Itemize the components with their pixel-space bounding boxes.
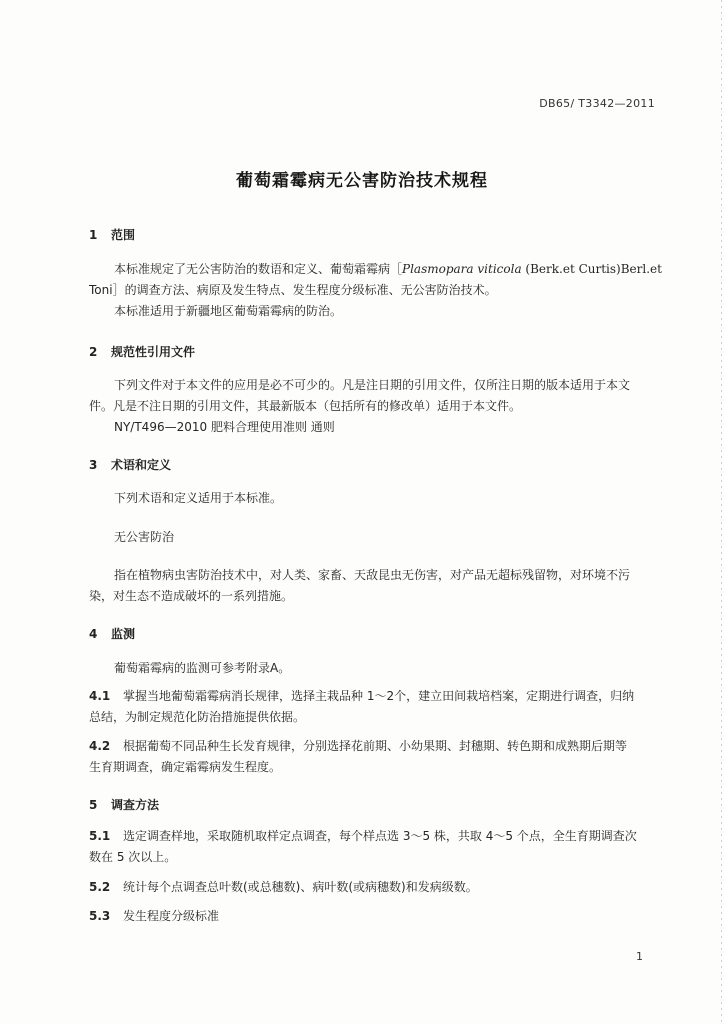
section-4-intro — [89, 658, 657, 679]
section-4-heading — [89, 625, 135, 642]
paragraph-line: 数在 5 次以上。 — [89, 850, 177, 864]
paragraph-line: 生育期调查，确定霜霉病发生程度。 — [89, 760, 282, 774]
paragraph-line: 葡萄霜霉病的监测可参考附录A。 — [114, 661, 291, 675]
section-title: 术语和定义 — [111, 458, 172, 472]
clause-5-2 — [89, 877, 657, 898]
document-title: 葡萄霜霉病无公害防治技术规程 — [236, 171, 488, 191]
clause-4-1 — [89, 686, 657, 728]
paragraph-line: Toni］的调查方法、病原及发生特点、发生程度分级标准、无公害防治技术。 — [89, 283, 497, 297]
paragraph-line: 4.2 根据葡萄不同品种生长发育规律，分别选择花前期、小幼果期、封穗期、转色期和成熟期后期等 — [89, 736, 657, 757]
clause-5-1 — [89, 826, 657, 868]
paragraph-line: 指在植物病虫害防治技术中，对人类、家畜、天敌昆虫无伤害，对产品无超标残留物，对环境不污 — [114, 568, 631, 582]
term-name: 无公害防治 — [114, 530, 175, 544]
section-number: 3 — [89, 458, 98, 472]
section-3-heading — [89, 456, 171, 473]
section-1-heading — [89, 226, 135, 243]
clause-number: 4.1 — [89, 689, 111, 703]
reference-line: NY/T496—2010 肥料合理使用准则 通则 — [114, 420, 335, 434]
paragraph-line: 4.1 掌握当地葡萄霜霉病消长规律，选择主栽品种 1～2个，建立田间栽培档案，定期进行调查，归纳 — [89, 686, 657, 707]
paragraph-line: 5.1 选定调查样地，采取随机取样定点调查，每个样点选 3～5 株，共取 4～5 个点，全生育期调查次 — [89, 826, 657, 847]
paragraph-line: 5.3 发生程度分级标准 — [89, 906, 657, 927]
paragraph-line: 5.2 统计每个点调查总叶数(或总穗数)、病叶数(或病穗数)和发病级数。 — [89, 877, 657, 898]
paragraph-line: 下列文件对于本文件的应用是必不可少的。凡是注日期的引用文件，仅所注日期的版本适用于本文 — [114, 378, 631, 392]
paragraph-line: 染，对生态不造成破坏的一系列措施。 — [89, 589, 294, 603]
paragraph-line: 本标准规定了无公害防治的数语和定义、葡萄霜霉病［Plasmopara viticola (Berk.et Curtis)Berl.et — [114, 262, 662, 276]
section-2-heading — [89, 343, 195, 360]
clause-5-3 — [89, 906, 657, 927]
section-2-body — [89, 375, 657, 438]
paragraph-line: 本标准适用于新疆地区葡萄霜霉病的防治。 — [114, 304, 343, 318]
standard-code: DB65/ T3342—2011 — [539, 97, 655, 110]
section-5-heading — [89, 796, 159, 813]
term-definition — [89, 565, 657, 607]
section-number: 2 — [89, 345, 98, 359]
clause-number: 5.3 — [89, 909, 111, 923]
section-title: 调查方法 — [111, 798, 160, 812]
clause-number: 4.2 — [89, 739, 111, 753]
scan-edge-line — [721, 0, 722, 1024]
clause-number: 5.1 — [89, 829, 111, 843]
section-number: 1 — [89, 228, 98, 242]
paragraph-line: 下列术语和定义适用于本标准。 — [114, 491, 283, 505]
section-3-intro — [89, 488, 657, 509]
clause-4-2 — [89, 736, 657, 778]
section-title: 范围 — [111, 228, 136, 242]
clause-number: 5.2 — [89, 880, 111, 894]
section-title: 监测 — [111, 627, 136, 641]
section-number: 5 — [89, 798, 98, 812]
term-heading — [89, 527, 657, 548]
paragraph-line: 件。凡是不注日期的引用文件，其最新版本（包括所有的修改单）适用于本文件。 — [89, 399, 522, 413]
latin-species-name: Plasmopara viticola — [402, 262, 522, 276]
section-1-body — [89, 259, 662, 322]
paragraph-line: 总结，为制定规范化防治措施提供依据。 — [89, 710, 306, 724]
page-number: 1 — [636, 950, 643, 963]
section-number: 4 — [89, 627, 98, 641]
section-title: 规范性引用文件 — [111, 345, 196, 359]
